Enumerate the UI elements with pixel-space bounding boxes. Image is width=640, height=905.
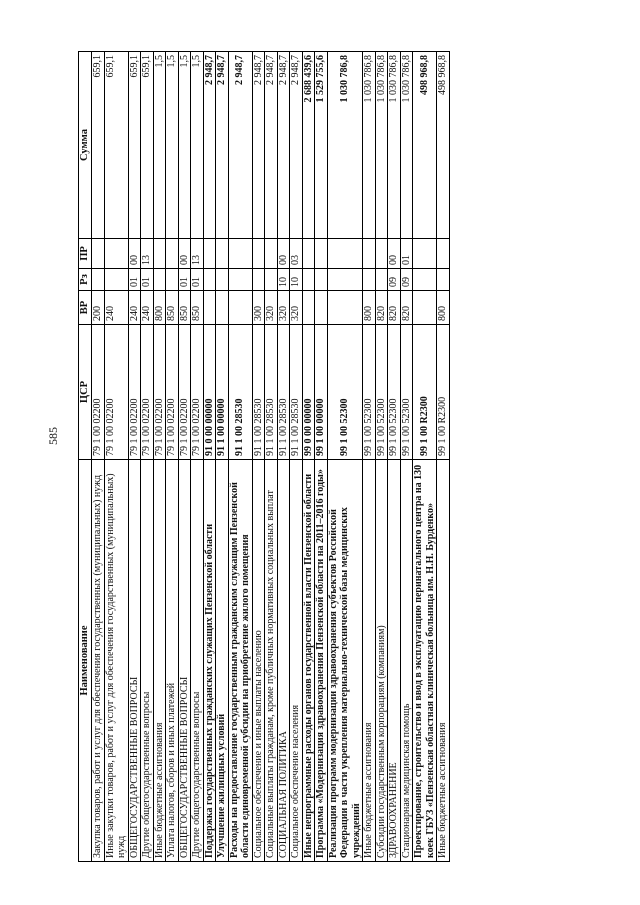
cell-csr: 99 1 00 52300: [388, 325, 401, 460]
table-row: [413, 52, 437, 862]
cell-vr: 320: [290, 291, 303, 325]
cell-sum: 659,1: [128, 52, 141, 239]
page-number: 585: [46, 427, 60, 445]
cell-rz: [252, 269, 265, 291]
cell-vr: 800: [437, 291, 450, 325]
table-row: [92, 52, 105, 862]
cell-vr: [302, 291, 315, 325]
cell-rz: [153, 269, 166, 291]
cell-vr: 240: [104, 291, 128, 325]
cell-csr: 79 1 00 02200: [128, 325, 141, 460]
cell-name: ЗДРАВООХРАНЕНИЕ: [388, 460, 401, 862]
cell-rz: [315, 269, 328, 291]
cell-pr: [166, 239, 179, 269]
table-row: [153, 52, 166, 862]
cell-pr: [92, 239, 105, 269]
cell-rz: [265, 269, 278, 291]
table-row: [437, 52, 450, 862]
table-row: [228, 52, 252, 862]
cell-csr: 91 1 00 00000: [216, 325, 229, 460]
cell-sum: 1 529 755,6: [315, 52, 328, 239]
table-row: [388, 52, 401, 862]
cell-vr: 850: [166, 291, 179, 325]
cell-csr: 99 1 00 R2300: [437, 325, 450, 460]
cell-csr: 79 1 00 02200: [92, 325, 105, 460]
cell-rz: [413, 269, 437, 291]
budget-table: [78, 51, 450, 862]
cell-sum: 2 688 439,6: [302, 52, 315, 239]
column-header-csr: ЦСР: [79, 325, 92, 460]
cell-sum: 1 030 786,8: [363, 52, 376, 239]
cell-rz: 10: [290, 269, 303, 291]
cell-vr: [327, 291, 363, 325]
cell-name: Проектирование, строительство и ввод в эксплуатацию перинатального центра на 130 коек ГБУЗ «Пензенская областная клиническая больница им. Н.Н. Бурденко»: [413, 460, 437, 862]
column-header-pr: ПР: [79, 239, 92, 269]
cell-vr: 300: [252, 291, 265, 325]
column-header-rz: Рз: [79, 269, 92, 291]
cell-rz: [375, 269, 388, 291]
cell-name: Закупка товаров, работ и услуг для обеспечения государственных (муниципальных) нужд: [92, 460, 105, 862]
cell-pr: 00: [128, 239, 141, 269]
cell-csr: 99 1 00 R2300: [413, 325, 437, 460]
cell-pr: [302, 239, 315, 269]
cell-name: Иные бюджетные ассигнования: [437, 460, 450, 862]
cell-vr: 820: [400, 291, 413, 325]
table-row: [252, 52, 265, 862]
cell-sum: 659,1: [92, 52, 105, 239]
cell-pr: [413, 239, 437, 269]
cell-rz: 01: [141, 269, 154, 291]
table-row: [363, 52, 376, 862]
cell-sum: 659,1: [104, 52, 128, 239]
cell-name: Уплата налогов, сборов и иных платежей: [166, 460, 179, 862]
cell-csr: 99 1 00 00000: [315, 325, 328, 460]
cell-name: ОБЩЕГОСУДАРСТВЕННЫЕ ВОПРОСЫ: [128, 460, 141, 862]
cell-pr: [327, 239, 363, 269]
cell-rz: [437, 269, 450, 291]
table-row: [400, 52, 413, 862]
cell-name: Стационарная медицинская помощь: [400, 460, 413, 862]
table-body: [92, 52, 450, 862]
cell-pr: 03: [290, 239, 303, 269]
cell-rz: [228, 269, 252, 291]
cell-vr: 240: [141, 291, 154, 325]
table-row: [290, 52, 303, 862]
cell-name: Социальные выплаты гражданам, кроме публичных нормативных социальных выплат: [265, 460, 278, 862]
cell-vr: 850: [191, 291, 204, 325]
cell-pr: [375, 239, 388, 269]
cell-name: Другие общегосударственные вопросы: [141, 460, 154, 862]
cell-csr: 99 1 00 52300: [400, 325, 413, 460]
cell-rz: [92, 269, 105, 291]
table-row: [216, 52, 229, 862]
cell-vr: [228, 291, 252, 325]
cell-pr: 13: [191, 239, 204, 269]
cell-pr: [216, 239, 229, 269]
cell-pr: [265, 239, 278, 269]
budget-table-container: [78, 52, 564, 862]
cell-csr: 79 1 00 02200: [104, 325, 128, 460]
cell-vr: 200: [92, 291, 105, 325]
cell-sum: 1 030 786,8: [375, 52, 388, 239]
cell-name: Реализация программ модернизации здравоохранения субъектов Российской Федерации в части укрепления материально-технической базы медицинских учреждений: [327, 460, 363, 862]
cell-vr: 320: [277, 291, 290, 325]
cell-pr: 13: [141, 239, 154, 269]
table-row: [277, 52, 290, 862]
table-row: [191, 52, 204, 862]
cell-sum: 659,1: [141, 52, 154, 239]
cell-name: Иные закупки товаров, работ и услуг для обеспечения государственных (муниципальных) нужд: [104, 460, 128, 862]
cell-csr: 79 1 00 02200: [141, 325, 154, 460]
column-header-name: Наименование: [79, 460, 92, 862]
cell-pr: [228, 239, 252, 269]
cell-pr: 00: [388, 239, 401, 269]
cell-pr: 00: [178, 239, 191, 269]
table-row: [104, 52, 128, 862]
cell-csr: 91 0 00 00000: [203, 325, 216, 460]
cell-vr: [413, 291, 437, 325]
table-row: [203, 52, 216, 862]
column-header-vr: ВР: [79, 291, 92, 325]
cell-vr: 800: [153, 291, 166, 325]
cell-name: Улучшение жилищных условий: [216, 460, 229, 862]
cell-name: Иные непрограммные расходы органов государственной власти Пензенской области: [302, 460, 315, 862]
cell-sum: 2 948,7: [228, 52, 252, 239]
cell-name: Другие общегосударственные вопросы: [191, 460, 204, 862]
cell-csr: 91 1 00 28530: [265, 325, 278, 460]
cell-csr: 79 1 00 02200: [166, 325, 179, 460]
cell-rz: 01: [178, 269, 191, 291]
cell-csr: 99 1 00 52300: [327, 325, 363, 460]
column-header-sum: Сумма: [79, 52, 92, 239]
cell-rz: [104, 269, 128, 291]
cell-csr: 91 1 00 28530: [252, 325, 265, 460]
table-row: [315, 52, 328, 862]
table-row: [178, 52, 191, 862]
cell-csr: 99 1 00 52300: [375, 325, 388, 460]
cell-vr: [203, 291, 216, 325]
cell-sum: 2 948,7: [252, 52, 265, 239]
cell-rz: [216, 269, 229, 291]
cell-sum: 1,5: [191, 52, 204, 239]
cell-name: Социальное обеспечение населения: [290, 460, 303, 862]
table-row: [128, 52, 141, 862]
cell-csr: 99 0 00 00000: [302, 325, 315, 460]
cell-csr: 79 1 00 02200: [191, 325, 204, 460]
cell-rz: 10: [277, 269, 290, 291]
cell-rz: [166, 269, 179, 291]
cell-name: СОЦИАЛЬНАЯ ПОЛИТИКА: [277, 460, 290, 862]
cell-rz: [203, 269, 216, 291]
cell-sum: 1,5: [178, 52, 191, 239]
cell-sum: 2 948,7: [203, 52, 216, 239]
cell-pr: [252, 239, 265, 269]
cell-sum: 2 948,7: [277, 52, 290, 239]
cell-rz: [327, 269, 363, 291]
cell-name: Субсидии государственным корпорациям (компаниям): [375, 460, 388, 862]
table-row: [327, 52, 363, 862]
cell-name: Иные бюджетные ассигнования: [363, 460, 376, 862]
cell-vr: [315, 291, 328, 325]
table-header-row: [79, 52, 92, 862]
cell-csr: 91 1 00 28530: [228, 325, 252, 460]
cell-csr: 91 1 00 28530: [290, 325, 303, 460]
cell-vr: 240: [128, 291, 141, 325]
cell-rz: 09: [388, 269, 401, 291]
cell-name: Программа «Модернизация здравоохранения Пензенской области на 2011–2016 годы»: [315, 460, 328, 862]
cell-rz: [363, 269, 376, 291]
cell-csr: 99 1 00 52300: [363, 325, 376, 460]
cell-pr: 01: [400, 239, 413, 269]
cell-pr: [363, 239, 376, 269]
cell-name: Расходы на предоставление государственным гражданским служащим Пензенской области единовременной субсидии на приобретение жилого помещения: [228, 460, 252, 862]
cell-sum: 2 948,7: [290, 52, 303, 239]
cell-name: Иные бюджетные ассигнования: [153, 460, 166, 862]
cell-sum: 1,5: [153, 52, 166, 239]
cell-sum: 498 968,8: [437, 52, 450, 239]
cell-pr: [315, 239, 328, 269]
cell-sum: 2 948,7: [216, 52, 229, 239]
table-row: [166, 52, 179, 862]
table-row: [302, 52, 315, 862]
cell-csr: 91 1 00 28530: [277, 325, 290, 460]
table-row: [265, 52, 278, 862]
cell-sum: 1 030 786,8: [400, 52, 413, 239]
cell-vr: [216, 291, 229, 325]
cell-pr: 00: [277, 239, 290, 269]
cell-sum: 1 030 786,8: [388, 52, 401, 239]
cell-vr: 820: [375, 291, 388, 325]
cell-csr: 79 1 00 02200: [153, 325, 166, 460]
cell-vr: 850: [178, 291, 191, 325]
cell-vr: 320: [265, 291, 278, 325]
cell-name: ОБЩЕГОСУДАРСТВЕННЫЕ ВОПРОСЫ: [178, 460, 191, 862]
table-row: [141, 52, 154, 862]
cell-sum: 1,5: [166, 52, 179, 239]
table-row: [375, 52, 388, 862]
cell-rz: 09: [400, 269, 413, 291]
cell-pr: [104, 239, 128, 269]
cell-sum: 1 030 786,8: [327, 52, 363, 239]
cell-pr: [153, 239, 166, 269]
cell-sum: 2 948,7: [265, 52, 278, 239]
cell-name: Социальное обеспечение и иные выплаты населению: [252, 460, 265, 862]
cell-rz: 01: [128, 269, 141, 291]
cell-rz: [302, 269, 315, 291]
cell-vr: 800: [363, 291, 376, 325]
cell-rz: 01: [191, 269, 204, 291]
cell-sum: 498 968,8: [413, 52, 437, 239]
cell-pr: [203, 239, 216, 269]
cell-csr: 79 1 00 02200: [178, 325, 191, 460]
cell-pr: [437, 239, 450, 269]
cell-name: Поддержка государственных гражданских служащих Пензенской области: [203, 460, 216, 862]
cell-vr: 820: [388, 291, 401, 325]
